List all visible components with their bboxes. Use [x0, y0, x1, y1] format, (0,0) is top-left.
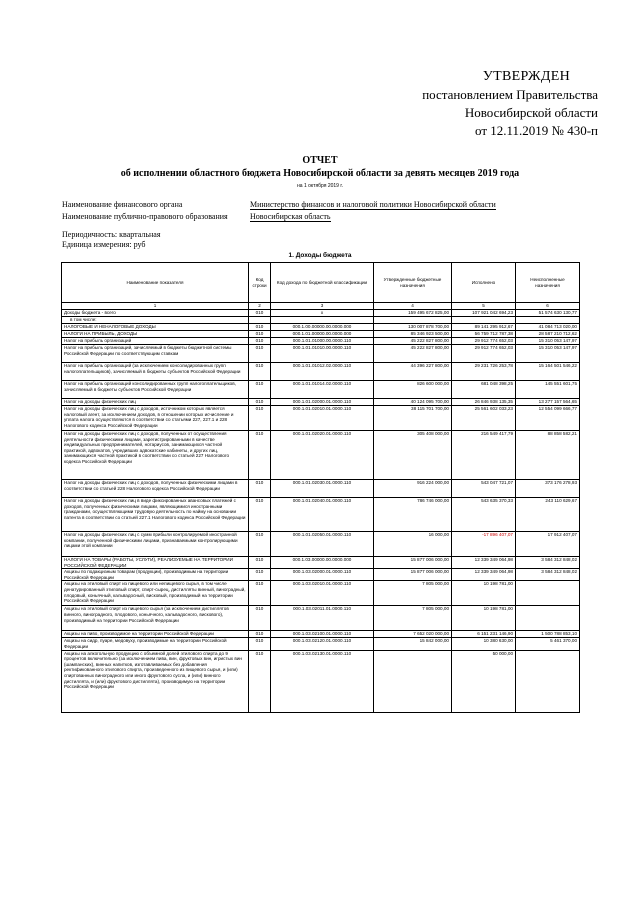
row-approved: 15 877 006 000,00: [374, 557, 452, 569]
row-unexecuted: [516, 317, 580, 324]
row-budget-code: 000.1.03.02120.01.0000.110: [271, 638, 374, 650]
row-name: Акцизы на алкогольную продукцию с объемной долей этилового спирта до 9 процентов включительно (за исключением пива, вин, фруктовых вин, игристых вин (шампанских), винных напитков, изготавливаемых без добавления ректификованного этилового спирта, произведенного из пищевого сырья, и (или) спиртованных виноградного или иного фруктового сусла, и (или) винного дистиллята, и (или) фруктового дистиллята), производимую на территории Российской Федерации: [62, 650, 249, 712]
row-name: Налог на прибыль организаций консолидированных групп налогоплательщиков, зачисляемый в бюджеты субъектов Российской Федерации: [62, 381, 249, 399]
row-budget-code: 000.1.03.02000.01.0000.110: [271, 569, 374, 581]
row-executed: 29 231 726 253,78: [452, 363, 516, 381]
row-name: НАЛОГИ НА ТОВАРЫ (РАБОТЫ, УСЛУГИ), РЕАЛИЗУЕМЫЕ НА ТЕРРИТОРИИ РОССИЙСКОЙ ФЕДЕРАЦИИ: [62, 557, 249, 569]
row-approved: 786 746 000,00: [374, 498, 452, 532]
table-row: [62, 310, 580, 317]
row-name: в том числе:: [62, 317, 249, 324]
table-row: [62, 650, 580, 712]
row-name: Акцизы на сидр, пуаре, медовуху, производимые на территории Российской Федерации: [62, 638, 249, 650]
row-executed: 12 339 349 064,98: [452, 569, 516, 581]
table-row: [62, 406, 580, 431]
row-executed: 216 549 417,79: [452, 431, 516, 480]
row-line-code: 010: [249, 310, 271, 317]
row-approved: 38 115 701 700,00: [374, 406, 452, 431]
approval-title: УТВЕРЖДЕН: [482, 69, 570, 84]
row-executed: -17 896 407,07: [452, 532, 516, 557]
row-unexecuted: [516, 606, 580, 631]
row-unexecuted: 28 587 210 712,62: [516, 331, 580, 338]
row-name: НАЛОГИ НА ПРИБЫЛЬ, ДОХОДЫ: [62, 331, 249, 338]
row-name: НАЛОГОВЫЕ И НЕНАЛОГОВЫЕ ДОХОДЫ: [62, 324, 249, 331]
row-line-code: 010: [249, 631, 271, 638]
row-approved: 15 877 006 000,00: [374, 569, 452, 581]
table-row: [62, 331, 580, 338]
row-name: Акцизы по подакцизным товарам (продукции), производимым на территории Российской Федерации: [62, 569, 249, 581]
row-executed: 29 912 774 652,03: [452, 345, 516, 363]
table-row: [62, 581, 580, 606]
table-row: [62, 338, 580, 345]
header-name: Наименование показателя: [62, 263, 249, 303]
row-budget-code: 000.1.01.01014.02.0000.110: [271, 381, 374, 399]
row-name: Налог на доходы физических лиц с доходов, источником которых является налоговый агент, за исключением доходов, в отношении которых исчисление и уплата налога осуществляются в соответствии со статьями 227, 227.1 и 228 Налогового кодекса Российской Федерации: [62, 406, 249, 431]
row-budget-code: 000.1.01.02030.01.0000.110: [271, 480, 374, 498]
col-number: 3: [271, 303, 374, 310]
fin-org-row: [62, 200, 496, 210]
row-approved: 305 408 000,00: [374, 431, 452, 480]
row-budget-code: 000.1.01.02040.01.0000.110: [271, 498, 374, 532]
row-name: Налог на доходы физических лиц с доходов, полученных от осуществления деятельности физическими лицами, зарегистрированными в качестве индивидуальных предпринимателей, нотариусов, занимающихся частной практикой, адвокатов, учредивших адвокатские кабинеты, и других лиц, занимающихся частной практикой в соответствии со статьей 227 Налогового кодекса Российской Федерации: [62, 431, 249, 480]
row-approved: 916 224 000,00: [374, 480, 452, 498]
table-row: [62, 569, 580, 581]
row-executed: 543 047 721,07: [452, 480, 516, 498]
row-budget-code: 000.1.01.02000.01.0000.110: [271, 399, 374, 406]
row-name: Акцизы на пиво, производимое на территории Российской Федерации: [62, 631, 249, 638]
row-unexecuted: 13 277 157 564,65: [516, 399, 580, 406]
row-unexecuted: 3 584 312 848,02: [516, 557, 580, 569]
report-subtitle: об исполнении областного бюджета Новосибирской области за девять месяцев 2019 года: [120, 168, 520, 179]
row-unexecuted: 15 164 501 546,22: [516, 363, 580, 381]
periodicity: Периодичность: квартальная: [62, 230, 161, 239]
row-name: Налог на прибыль организаций, зачисляемый в бюджеты бюджетной системы Российской Федерации по соответствующим ставкам: [62, 345, 249, 363]
row-unexecuted: 243 110 629,67: [516, 498, 580, 532]
row-approved: 7 805 000,00: [374, 606, 452, 631]
row-approved: 7 652 020 000,00: [374, 631, 452, 638]
row-line-code: 010: [249, 581, 271, 606]
row-executed: 107 921 042 694,23: [452, 310, 516, 317]
row-budget-code: 000.1.01.00000.00.0000.000: [271, 331, 374, 338]
row-approved: 7 805 000,00: [374, 581, 452, 606]
row-budget-code: 000.1.01.01012.02.0000.110: [271, 363, 374, 381]
row-line-code: 010: [249, 345, 271, 363]
report-title: ОТЧЕТ: [302, 155, 338, 166]
table-row: [62, 532, 580, 557]
row-executed: 89 141 295 912,67: [452, 324, 516, 331]
table-row: [62, 317, 580, 324]
row-budget-code: 000.1.03.00000.00.0000.000: [271, 557, 374, 569]
table-row: [62, 638, 580, 650]
approval-block: [338, 68, 598, 140]
table-row: [62, 324, 580, 331]
row-executed: [452, 317, 516, 324]
report-date: на 1 октября 2019 г.: [297, 183, 343, 189]
row-name: Доходы бюджета - всего: [62, 310, 249, 317]
header-approved: Утвержденные бюджетные назначения: [374, 263, 452, 303]
row-approved: 44 396 227 800,00: [374, 363, 452, 381]
row-executed: 29 912 774 652,03: [452, 338, 516, 345]
row-line-code: 010: [249, 532, 271, 557]
row-budget-code: 000.1.01.02050.01.0000.110: [271, 532, 374, 557]
row-unexecuted: 41 084 713 020,00: [516, 324, 580, 331]
col-number: 1: [62, 303, 249, 310]
row-budget-code: 000.1.03.02130.01.0000.110: [271, 650, 374, 712]
table-row: [62, 606, 580, 631]
row-unexecuted: 12 554 099 666,77: [516, 406, 580, 431]
row-executed: 25 561 602 033,23: [452, 406, 516, 431]
col-number: 2: [249, 303, 271, 310]
row-name: Налог на доходы физических лиц в виде фиксированных авансовых платежей с доходов, полученных физическими лицами, являющимися иностранными гражданами, осуществляющими трудовую деятельность по найму на основании патента в соответствии со статьей 227.1 Налогового кодекса Российской Федерации: [62, 498, 249, 532]
row-approved: 130 007 878 700,00: [374, 324, 452, 331]
row-budget-code: 000.1.01.02020.01.0000.110: [271, 431, 374, 480]
row-line-code: 010: [249, 406, 271, 431]
section-title: 1. Доходы бюджета: [288, 252, 352, 259]
row-approved: 15 842 000,00: [374, 638, 452, 650]
row-approved: 85 346 923 500,00: [374, 331, 452, 338]
approval-line: от 12.11.2019 № 430-п: [475, 123, 598, 138]
table-row: [62, 631, 580, 638]
row-name: Акцизы на этиловый спирт из пищевого сырья (за исключением дистиллятов винного, виноградного, плодового, коньячного, кальвадосного, вискового), производимый на территории Российской Федерации: [62, 606, 249, 631]
row-line-code: 010: [249, 480, 271, 498]
public-entity-value: Новосибирская область: [250, 212, 331, 221]
row-executed: 10 380 630,00: [452, 638, 516, 650]
row-name: Налог на доходы физических лиц: [62, 399, 249, 406]
row-approved: [374, 317, 452, 324]
row-budget-code: 000.1.01.01000.00.0000.110: [271, 338, 374, 345]
row-budget-code: 000.1.03.02011.01.0000.110: [271, 606, 374, 631]
row-executed: 10 198 781,00: [452, 581, 516, 606]
row-unexecuted: [516, 650, 580, 712]
row-unexecuted: 5 461 370,00: [516, 638, 580, 650]
header-unexecuted: Неисполненные назначения: [516, 263, 580, 303]
col-number: 5: [452, 303, 516, 310]
table-row: [62, 381, 580, 399]
row-approved: 159 495 672 825,00: [374, 310, 452, 317]
approval-line: постановлением Правительства: [422, 87, 598, 102]
row-budget-code: 000.1.03.02100.01.0000.110: [271, 631, 374, 638]
row-executed: 543 635 370,33: [452, 498, 516, 532]
col-number: 4: [374, 303, 452, 310]
table-row: [62, 431, 580, 480]
row-unexecuted: 373 176 278,93: [516, 480, 580, 498]
row-budget-code: 000.1.01.01010.00.0000.110: [271, 345, 374, 363]
row-line-code: [249, 317, 271, 324]
row-unexecuted: 1 500 788 853,10: [516, 631, 580, 638]
row-line-code: 010: [249, 569, 271, 581]
row-budget-code: 000.1.03.02010.01.0000.110: [271, 581, 374, 606]
table-row: [62, 345, 580, 363]
report-heading: [0, 154, 640, 180]
approval-line: Новосибирской области: [464, 105, 598, 120]
row-unexecuted: 15 310 053 147,97: [516, 338, 580, 345]
table-row: [62, 363, 580, 381]
row-line-code: 010: [249, 606, 271, 631]
row-unexecuted: 15 310 053 147,97: [516, 345, 580, 363]
table-row: [62, 480, 580, 498]
row-line-code: 010: [249, 324, 271, 331]
row-name: Налог на доходы физических лиц с доходов, полученных физическими лицами в соответствии со статьей 228 Налогового кодекса Российской Федерации: [62, 480, 249, 498]
table-row: [62, 399, 580, 406]
row-budget-code: x: [271, 310, 374, 317]
row-line-code: 010: [249, 399, 271, 406]
row-executed: 12 339 349 064,98: [452, 557, 516, 569]
row-executed: 56 759 712 787,38: [452, 331, 516, 338]
row-line-code: 010: [249, 363, 271, 381]
row-unexecuted: 145 551 601,75: [516, 381, 580, 399]
row-line-code: 010: [249, 331, 271, 338]
row-approved: 40 124 095 700,00: [374, 399, 452, 406]
row-line-code: 010: [249, 431, 271, 480]
row-executed: 26 846 938 135,35: [452, 399, 516, 406]
row-approved: 16 000,00: [374, 532, 452, 557]
fin-org-label: Наименование финансового органа: [62, 200, 183, 209]
row-approved: 826 600 000,00: [374, 381, 452, 399]
header-executed: Исполнено: [452, 263, 516, 303]
row-name: Акцизы на этиловый спирт из пищевого или непищевого сырья, в том числе денатурированный этиловый спирт, спирт-сырец, дистилляты винный, виноградный, плодовый, коньячный, кальвадосный, висковый, производимый на территории Российской Федерации: [62, 581, 249, 606]
row-executed: 681 048 398,25: [452, 381, 516, 399]
column-number-row: [62, 303, 580, 310]
header-code: Код дохода по бюджетной классификации: [271, 263, 374, 303]
header-line: Код строки: [249, 263, 271, 303]
row-name: Налог на доходы физических лиц с сумм прибыли контролируемой иностранной компании, полученной физическими лицами, признаваемыми контролирующими лицами этой компании: [62, 532, 249, 557]
row-budget-code: 000.1.00.00000.00.0000.000: [271, 324, 374, 331]
row-name: Налог на прибыль организаций (за исключением консолидированных групп налогоплательщиков), зачисляемый в бюджеты субъектов Российской Федерации: [62, 363, 249, 381]
fin-org-value: Министерство финансов и налоговой политики Новосибирской области: [250, 200, 496, 209]
row-executed: 6 151 231 146,90: [452, 631, 516, 638]
public-entity-label: Наименование публично-правового образования: [62, 212, 228, 221]
row-unexecuted: [516, 581, 580, 606]
row-line-code: 010: [249, 557, 271, 569]
row-approved: 45 222 827 800,00: [374, 338, 452, 345]
income-table: [61, 262, 580, 713]
row-line-code: 010: [249, 650, 271, 712]
row-executed: 10 198 781,00: [452, 606, 516, 631]
col-number: 6: [516, 303, 580, 310]
row-budget-code: 000.1.01.02010.01.0000.110: [271, 406, 374, 431]
public-entity-row: [62, 212, 331, 222]
table-row: [62, 498, 580, 532]
row-line-code: 010: [249, 381, 271, 399]
row-unexecuted: 51 574 630 130,77: [516, 310, 580, 317]
row-unexecuted: 17 912 407,07: [516, 532, 580, 557]
unit: Единица измерения: руб: [62, 240, 146, 249]
row-budget-code: [271, 317, 374, 324]
row-line-code: 010: [249, 498, 271, 532]
row-executed: 50 000,00: [452, 650, 516, 712]
row-approved: [374, 650, 452, 712]
row-line-code: 010: [249, 338, 271, 345]
table-header-row: [62, 263, 580, 303]
row-line-code: 010: [249, 638, 271, 650]
row-unexecuted: 3 584 312 848,02: [516, 569, 580, 581]
row-unexecuted: 88 858 582,21: [516, 431, 580, 480]
row-approved: 45 222 827 800,00: [374, 345, 452, 363]
row-name: Налог на прибыль организаций: [62, 338, 249, 345]
table-row: [62, 557, 580, 569]
